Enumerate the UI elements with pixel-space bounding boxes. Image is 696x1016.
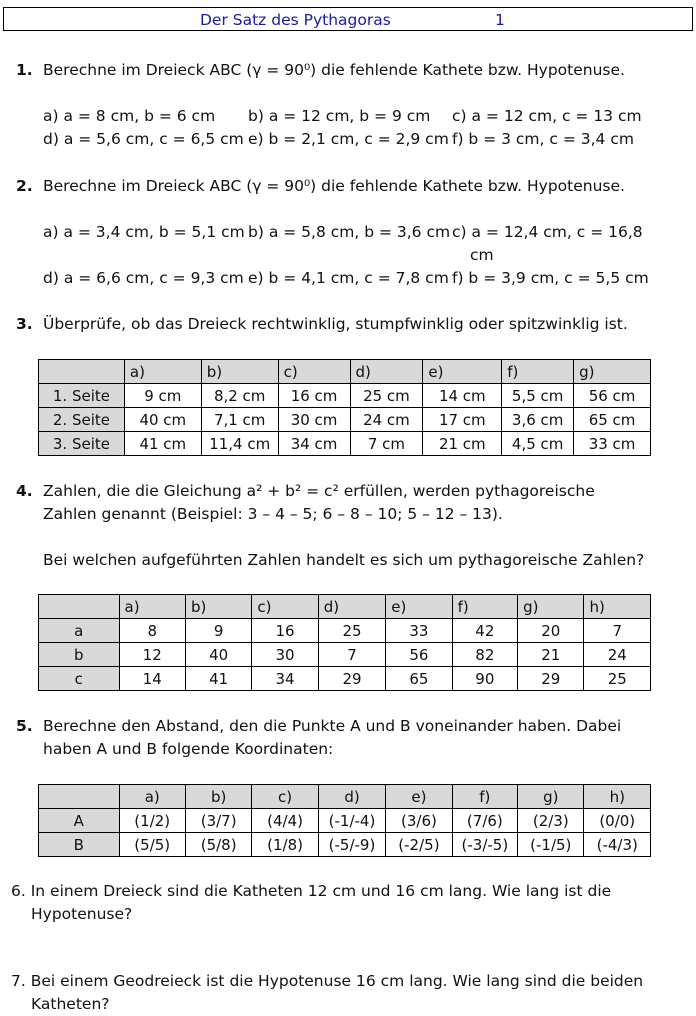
table-cell: 24 <box>584 643 651 667</box>
table-corner-cell <box>39 595 120 619</box>
column-header: c) <box>252 785 318 809</box>
table-cell: 7 <box>584 619 651 643</box>
table-header-row <box>39 785 651 809</box>
exercise-3-text: Überprüfe, ob das Dreieck rechtwinklig, stumpfwinklig oder spitzwinklig ist. <box>43 315 628 333</box>
table-cell: 90 <box>452 667 517 691</box>
table-cell: 12 <box>119 643 185 667</box>
exercise-1-text: Berechne im Dreieck ABC (γ = 90⁰) die fehlende Kathete bzw. Hypotenuse. <box>43 61 625 79</box>
table-cell: 14 cm <box>423 384 502 408</box>
column-header: g) <box>518 595 584 619</box>
exercise-5-text: Berechne den Abstand, den die Punkte A und B voneinander haben. Dabei <box>43 717 622 735</box>
worksheet-header <box>3 7 693 31</box>
column-header: e) <box>386 785 452 809</box>
table-cell: 42 <box>452 619 517 643</box>
column-header: b) <box>185 785 251 809</box>
table-row <box>39 643 651 667</box>
column-header: e) <box>423 360 502 384</box>
table-cell: 65 <box>386 667 452 691</box>
row-label: b <box>39 643 120 667</box>
table-header-row <box>39 595 651 619</box>
column-header: a) <box>124 360 201 384</box>
exercise-2-item: e) b = 4,1 cm, c = 7,8 cm <box>248 269 449 287</box>
exercise-1-item: e) b = 2,1 cm, c = 2,9 cm <box>248 130 449 148</box>
table-cell: 25 <box>318 619 385 643</box>
table-cell: (-2/5) <box>386 833 452 857</box>
column-header: f) <box>502 360 574 384</box>
column-header: c) <box>252 595 318 619</box>
exercise-2-item: a) a = 3,4 cm, b = 5,1 cm <box>43 223 245 241</box>
table-cell: 40 <box>185 643 251 667</box>
table-cell: 40 cm <box>124 408 201 432</box>
table-cell: 65 cm <box>574 408 651 432</box>
table-cell: (3/6) <box>386 809 452 833</box>
row-label: B <box>39 833 120 857</box>
table-cell: (-1/5) <box>518 833 584 857</box>
table-cell: (4/4) <box>252 809 318 833</box>
column-header: h) <box>584 785 651 809</box>
table-cell: 56 cm <box>574 384 651 408</box>
table-cell: 56 <box>386 643 452 667</box>
column-header: h) <box>584 595 651 619</box>
row-label: 1. Seite <box>39 384 125 408</box>
table-cell: (-1/-4) <box>318 809 385 833</box>
table-cell: (-5/-9) <box>318 833 385 857</box>
table-cell: 9 cm <box>124 384 201 408</box>
table-row <box>39 384 651 408</box>
row-label: 3. Seite <box>39 432 125 456</box>
column-header: d) <box>318 785 385 809</box>
table-cell: 8,2 cm <box>201 384 278 408</box>
row-label: c <box>39 667 120 691</box>
table-cell: 25 cm <box>350 384 423 408</box>
table-cell: 21 cm <box>423 432 502 456</box>
exercise-1-number: 1. <box>16 61 33 79</box>
table-cell: 16 <box>252 619 318 643</box>
table-cell: 30 <box>252 643 318 667</box>
table-row <box>39 833 651 857</box>
table-cell: (3/7) <box>185 809 251 833</box>
column-header: c) <box>278 360 350 384</box>
exercise-4-text: Zahlen genannt (Beispiel: 3 – 4 – 5; 6 – 8 – 10; 5 – 12 – 13). <box>43 505 503 523</box>
row-label: 2. Seite <box>39 408 125 432</box>
exercise-2-text: Berechne im Dreieck ABC (γ = 90⁰) die fehlende Kathete bzw. Hypotenuse. <box>43 177 625 195</box>
column-header: f) <box>452 785 517 809</box>
exercise-1-item: f) b = 3 cm, c = 3,4 cm <box>452 130 634 148</box>
worksheet-title: Der Satz des Pythagoras <box>200 11 391 29</box>
table-cell: 34 cm <box>278 432 350 456</box>
table-cell: 33 cm <box>574 432 651 456</box>
table-cell: 3,6 cm <box>502 408 574 432</box>
table-cell: 41 cm <box>124 432 201 456</box>
table-cell: 25 <box>584 667 651 691</box>
table-row <box>39 619 651 643</box>
column-header: a) <box>119 785 185 809</box>
column-header: g) <box>518 785 584 809</box>
exercise-1-item: c) a = 12 cm, c = 13 cm <box>452 107 642 125</box>
exercise-5-number: 5. <box>16 717 33 735</box>
table-cell: 9 <box>185 619 251 643</box>
table-header-row <box>39 360 651 384</box>
table-cell: 11,4 cm <box>201 432 278 456</box>
column-header: b) <box>201 360 278 384</box>
exercise-7-text: Katheten? <box>31 995 110 1013</box>
column-header: e) <box>386 595 452 619</box>
table-corner-cell <box>39 785 120 809</box>
column-header: g) <box>574 360 651 384</box>
pythagorean-numbers-table <box>38 594 651 691</box>
exercise-4-question: Bei welchen aufgeführten Zahlen handelt es sich um pythagoreische Zahlen? <box>43 551 645 569</box>
exercise-6-text: Hypotenuse? <box>31 905 133 923</box>
table-corner-cell <box>39 360 125 384</box>
exercise-2-item-wrap: cm <box>470 246 494 264</box>
table-cell: 29 <box>318 667 385 691</box>
point-coordinates-table <box>38 784 651 857</box>
column-header: b) <box>185 595 251 619</box>
exercise-2-item: f) b = 3,9 cm, c = 5,5 cm <box>452 269 649 287</box>
table-cell: 29 <box>518 667 584 691</box>
table-cell: 21 <box>518 643 584 667</box>
column-header: d) <box>350 360 423 384</box>
table-cell: 41 <box>185 667 251 691</box>
exercise-4-number: 4. <box>16 482 33 500</box>
table-cell: (5/5) <box>119 833 185 857</box>
exercise-2-item: c) a = 12,4 cm, c = 16,8 <box>452 223 643 241</box>
column-header: d) <box>318 595 385 619</box>
table-cell: 20 <box>518 619 584 643</box>
table-cell: (1/8) <box>252 833 318 857</box>
table-cell: 30 cm <box>278 408 350 432</box>
exercise-2-item: d) a = 6,6 cm, c = 9,3 cm <box>43 269 244 287</box>
table-cell: (-4/3) <box>584 833 651 857</box>
exercise-4-text: Zahlen, die die Gleichung a² + b² = c² erfüllen, werden pythagoreische <box>43 482 595 500</box>
table-cell: 4,5 cm <box>502 432 574 456</box>
exercise-7-text: 7. Bei einem Geodreieck ist die Hypotenuse 16 cm lang. Wie lang sind die beiden <box>11 972 644 990</box>
column-header: f) <box>452 595 517 619</box>
table-cell: 24 cm <box>350 408 423 432</box>
exercise-1-item: b) a = 12 cm, b = 9 cm <box>248 107 431 125</box>
table-cell: 5,5 cm <box>502 384 574 408</box>
table-cell: (5/8) <box>185 833 251 857</box>
table-cell: 17 cm <box>423 408 502 432</box>
exercise-2-item: b) a = 5,8 cm, b = 3,6 cm <box>248 223 451 241</box>
page-number: 1 <box>495 11 505 29</box>
exercise-2-number: 2. <box>16 177 33 195</box>
table-cell: 14 <box>119 667 185 691</box>
table-cell: 7,1 cm <box>201 408 278 432</box>
table-cell: 7 <box>318 643 385 667</box>
table-row <box>39 809 651 833</box>
table-cell: 16 cm <box>278 384 350 408</box>
exercise-5-text: haben A und B folgende Koordinaten: <box>43 740 334 758</box>
exercise-3-number: 3. <box>16 315 33 333</box>
exercise-1-item: a) a = 8 cm, b = 6 cm <box>43 107 216 125</box>
exercise-6-text: 6. In einem Dreieck sind die Katheten 12 cm und 16 cm lang. Wie lang ist die <box>11 882 612 900</box>
table-cell: (1/2) <box>119 809 185 833</box>
table-cell: 33 <box>386 619 452 643</box>
exercise-1-item: d) a = 5,6 cm, c = 6,5 cm <box>43 130 244 148</box>
table-cell: (2/3) <box>518 809 584 833</box>
row-label: A <box>39 809 120 833</box>
table-cell: 7 cm <box>350 432 423 456</box>
table-cell: (0/0) <box>584 809 651 833</box>
triangle-sides-table <box>38 359 651 456</box>
table-cell: (-3/-5) <box>452 833 517 857</box>
table-cell: (7/6) <box>452 809 517 833</box>
row-label: a <box>39 619 120 643</box>
table-row <box>39 432 651 456</box>
table-cell: 34 <box>252 667 318 691</box>
table-cell: 8 <box>119 619 185 643</box>
table-row <box>39 667 651 691</box>
column-header: a) <box>119 595 185 619</box>
table-row <box>39 408 651 432</box>
table-cell: 82 <box>452 643 517 667</box>
